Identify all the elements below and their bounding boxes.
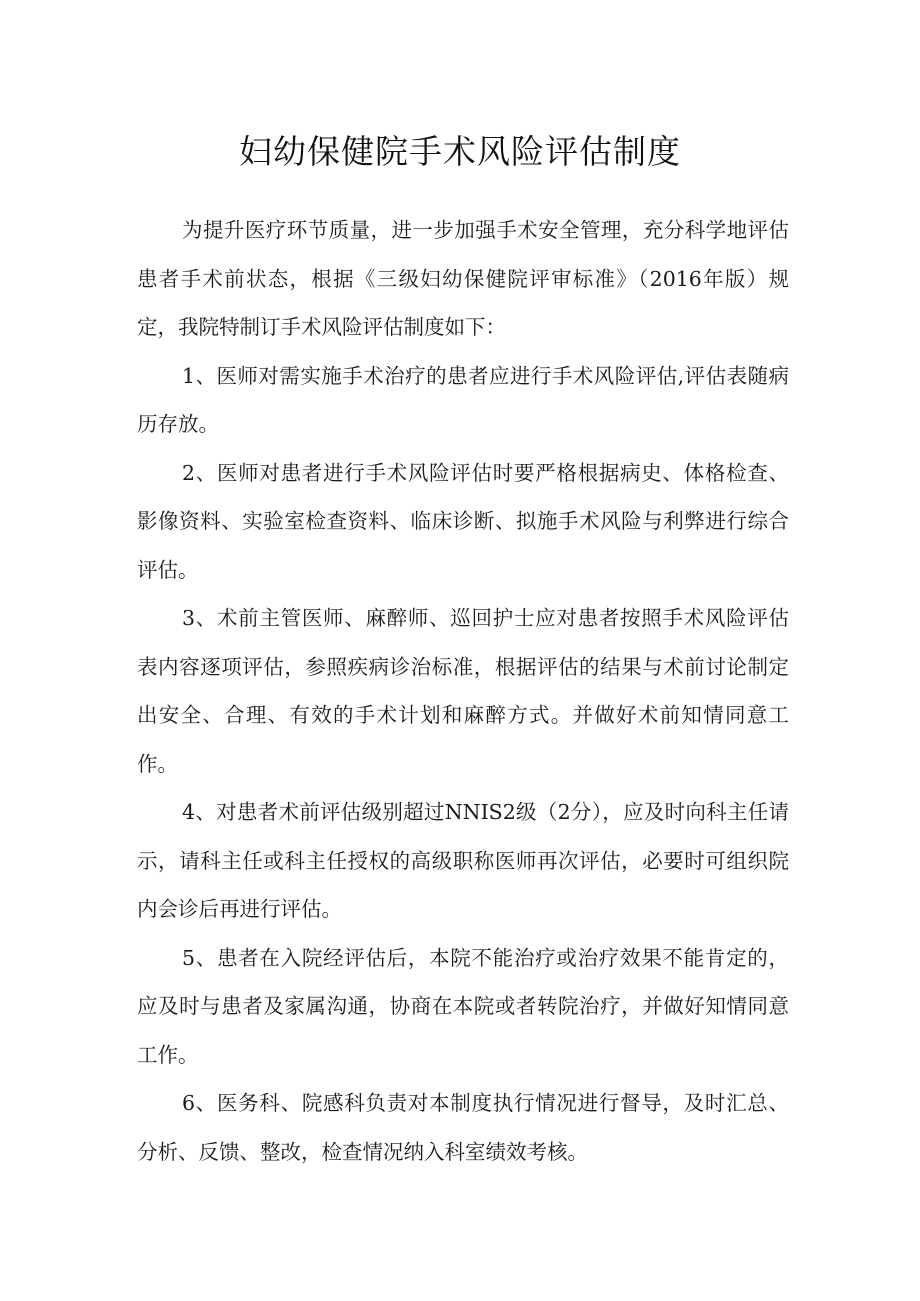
- rule-paragraph-6: 6、医务科、院感科负责对本制度执行情况进行督导，及时汇总、分析、反馈、整改，检查情况纳入科室绩效考核。: [137, 1091, 789, 1164]
- rule-paragraph-3: 3、术前主管医师、麻醉师、巡回护士应对患者按照手术风险评估表内容逐项评估，参照疾病诊治标准，根据评估的结果与术前讨论制定出安全、合理、有效的手术计划和麻醉方式。并做好术前知情同意工作。: [137, 606, 789, 776]
- intro-paragraph: 为提升医疗环节质量，进一步加强手术安全管理，充分科学地评估患者手术前状态，根据《三级妇幼保健院评审标准》（2016年版）规定，我院特制订手术风险评估制度如下：: [137, 218, 789, 339]
- rule-paragraph-2: 2、医师对患者进行手术风险评估时要严格根据病史、体格检查、影像资料、实验室检查资料、临床诊断、拟施手术风险与利弊进行综合评估。: [137, 460, 789, 582]
- rule-paragraph-1: 1、医师对需实施手术治疗的患者应进行手术风险评估,评估表随病历存放。: [137, 363, 789, 436]
- rule-paragraph-4: 4、对患者术前评估级别超过NNIS2级（2分），应及时向科主任请示，请科主任或科主任授权的高级职称医师再次评估，必要时可组织院内会诊后再进行评估。: [137, 800, 789, 921]
- document-body: [137, 206, 789, 1176]
- rule-paragraph-5: 5、患者在入院经评估后，本院不能治疗或治疗效果不能肯定的，应及时与患者及家属沟通，协商在本院或者转院治疗，并做好知情同意工作。: [137, 945, 789, 1067]
- document-title: 妇幼保健院手术风险评估制度: [239, 132, 681, 171]
